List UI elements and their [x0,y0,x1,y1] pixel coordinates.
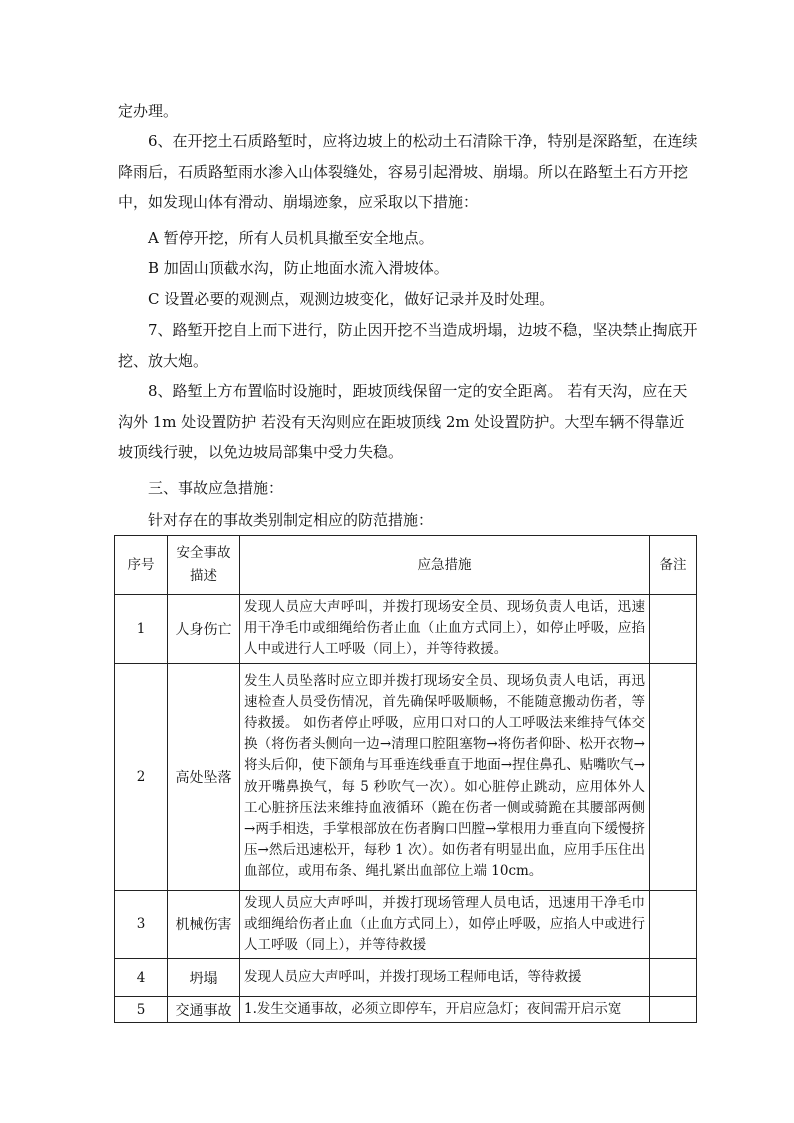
measure-b: B 加固山顶截水沟，防止地面水流入滑坡体。 [148,259,449,277]
row-note [650,663,697,890]
row-note [650,595,697,664]
row-type: 交通事故 [168,997,240,1023]
header-type [168,536,240,595]
row-note [650,890,697,959]
paragraph-item-7: 7、路堑开挖自上而下进行，防止因开挖不当造成坍塌，边坡不稳，坚决禁止掏底开挖、放大炮。 [118,321,698,370]
table-row [115,997,697,1023]
row-measure: 1.发生交通事故，必须立即停车，开启应急灯；夜间需开启示宽 [240,997,650,1023]
table-row [115,663,697,890]
paragraph-continuation: 定办理。 [118,102,179,120]
measure-c: C 设置必要的观测点，观测边坡变化，做好记录并及时处理。 [148,290,555,308]
row-measure: 发现人员应大声呼叫，并拨打现场工程师电话，等待救援 [240,959,650,997]
paragraph-item-6: 6、在开挖土石质路堑时，应将边坡上的松动土石清除干净，特别是深路堑，在连续降雨后，石质路堑雨水渗入山体裂缝处，容易引起滑坡、崩塌。所以在路堑土石方开挖中，如发现山体有滑动、崩塌迹象，应采取以下措施： [118,132,698,211]
row-note [650,997,697,1023]
paragraph-item-8: 8、路堑上方布置临时设施时，距坡顶线保留一定的安全距离。 若有天沟，应在天沟外 1m 处设置防护 若没有天沟则应在距坡顶线 2m 处设置防护。大型车辆不得靠近坡顶线行驶，以免边坡局部集中受力失稳。 [118,382,688,461]
row-type: 高处坠落 [168,663,240,890]
row-type: 人身伤亡 [168,595,240,664]
header-type-line1: 安全事故 [176,545,231,561]
row-no: 5 [115,997,168,1023]
row-no: 1 [115,595,168,664]
measure-a: A 暂停开挖，所有人员机具撤至安全地点。 [148,229,434,247]
row-note [650,959,697,997]
header-measure: 应急措施 [240,536,650,595]
emergency-measures-table [114,535,697,1023]
row-measure: 发现人员应大声呼叫，并拨打现场安全员、现场负责人电话，迅速用干净毛巾或细绳给伤者止血（止血方式同上），如停止呼吸，应掐人中或进行人工呼吸（同上），并等待救援。 [240,595,650,664]
row-measure: 发现人员应大声呼叫，并拨打现场管理人员电话，迅速用干净毛巾或细绳给伤者止血（止血方式同上），如停止呼吸，应掐人中或进行人工呼吸（同上），并等待救援 [240,890,650,959]
table-header-row [115,536,697,595]
table-row [115,890,697,959]
row-type: 坍塌 [168,959,240,997]
row-no: 4 [115,959,168,997]
row-type: 机械伤害 [168,890,240,959]
header-type-line2: 描述 [190,568,217,584]
row-measure: 发生人员坠落时应立即并拨打现场安全员、现场负责人电话，再迅速检查人员受伤情况，首先确保呼吸顺畅，不能随意搬动伤者，等待救援。 如伤者停止呼吸，应用口对口的人工呼吸法来维持气体交换（将伤者头侧向一边→清理口腔阻塞物→将伤者仰卧、松开衣物→将头后仰，使下颌角与耳垂连线垂直于地面→捏住鼻孔、贴嘴吹气→放开嘴鼻换气，每 5 秒吹气一次）。如心脏停止跳动，应用体外人工心脏挤压法来维持血液循环（跪在伤者一侧或骑跪在其腰部两侧→两手相迭，手掌根部放在伤者胸口凹膛→掌根用力垂直向下缓慢挤压→然后迅速松开，每秒 1 次）。如伤者有明显出血，应用手压住出血部位，或用布条、绳扎紧出血部位上端 10cm。 [240,663,650,890]
table-intro: 针对存在的事故类别制定相应的防范措施： [148,511,434,529]
table-row [115,595,697,664]
header-no: 序号 [115,536,168,595]
row-no: 3 [115,890,168,959]
section-heading: 三、事故应急措施： [148,479,284,497]
table-row [115,959,697,997]
row-no: 2 [115,663,168,890]
header-note: 备注 [650,536,697,595]
